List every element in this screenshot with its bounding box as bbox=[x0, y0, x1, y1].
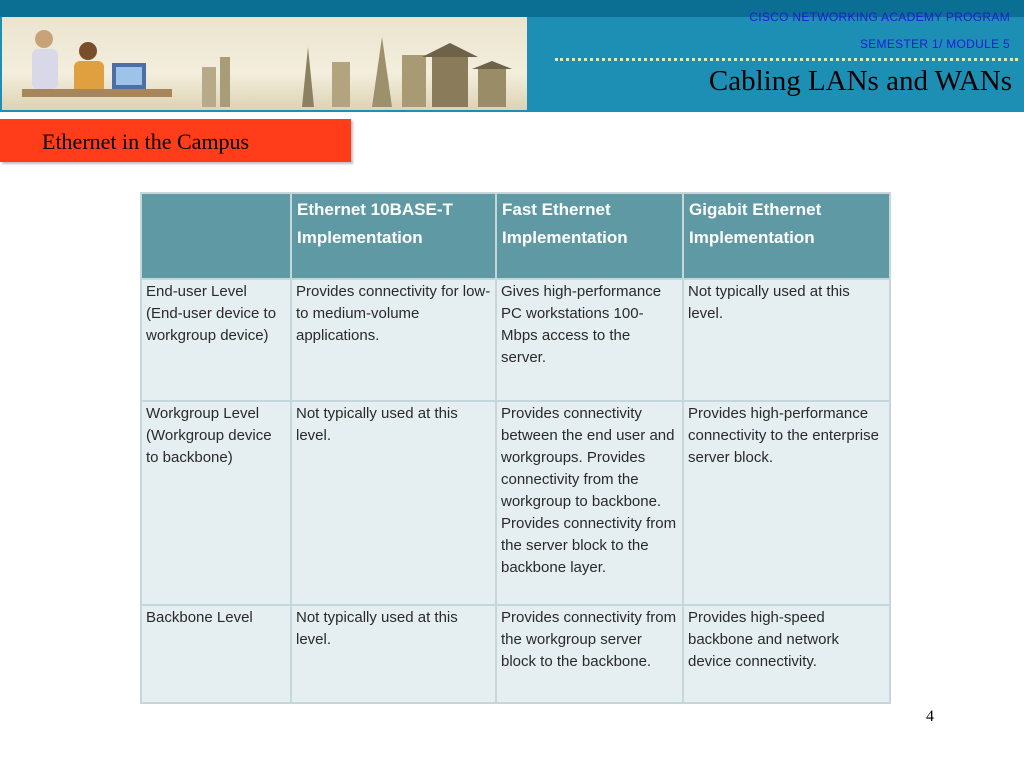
table-cell: Provides connectivity for low-to medium-volume applications. bbox=[292, 280, 495, 400]
table-cell: Gives high-performance PC workstations 100-Mbps access to the server. bbox=[497, 280, 682, 400]
header-band bbox=[0, 0, 1024, 112]
table-cell-level: End-user Level (End-user device to workgroup device) bbox=[142, 280, 290, 400]
banner-illustration bbox=[2, 17, 527, 110]
table-cell: Not typically used at this level. bbox=[292, 402, 495, 603]
slide-title: Cabling LANs and WANs bbox=[708, 65, 1012, 97]
table-row bbox=[142, 606, 889, 702]
table-header-cell: Gigabit Ethernet Implementation bbox=[684, 194, 889, 278]
table-cell: Not typically used at this level. bbox=[684, 280, 889, 400]
comparison-table bbox=[140, 192, 891, 704]
table-cell: Not typically used at this level. bbox=[292, 606, 495, 702]
table-header-cell: Ethernet 10BASE-T Implementation bbox=[292, 194, 495, 278]
program-name: CISCO NETWORKING ACADEMY PROGRAM bbox=[749, 10, 1010, 24]
table-cell: Provides connectivity from the workgroup server block to the backbone. bbox=[497, 606, 682, 702]
banner-illustration-graphic bbox=[2, 17, 527, 110]
table-row bbox=[142, 280, 889, 400]
table-header-cell: Fast Ethernet Implementation bbox=[497, 194, 682, 278]
table-cell-level: Workgroup Level (Workgroup device to backbone) bbox=[142, 402, 290, 603]
table-header-row bbox=[142, 194, 889, 278]
header-divider bbox=[555, 58, 1018, 61]
table-cell: Provides high-speed backbone and network device connectivity. bbox=[684, 606, 889, 702]
table-cell-level: Backbone Level bbox=[142, 606, 290, 702]
table-row bbox=[142, 402, 889, 603]
table-cell: Provides connectivity between the end user and workgroups. Provides connectivity from the workgroup to backbone. Provides connectivity from the server block to the backbone layer. bbox=[497, 402, 682, 603]
page-number: 4 bbox=[926, 708, 934, 725]
module-label: SEMESTER 1/ MODULE 5 bbox=[859, 37, 1010, 51]
table-header-cell bbox=[142, 194, 290, 278]
section-label bbox=[0, 119, 351, 162]
section-label-text: Ethernet in the Campus bbox=[42, 129, 250, 154]
table-cell: Provides high-performance connectivity to the enterprise server block. bbox=[684, 402, 889, 603]
campus-ethernet-table bbox=[140, 192, 891, 704]
